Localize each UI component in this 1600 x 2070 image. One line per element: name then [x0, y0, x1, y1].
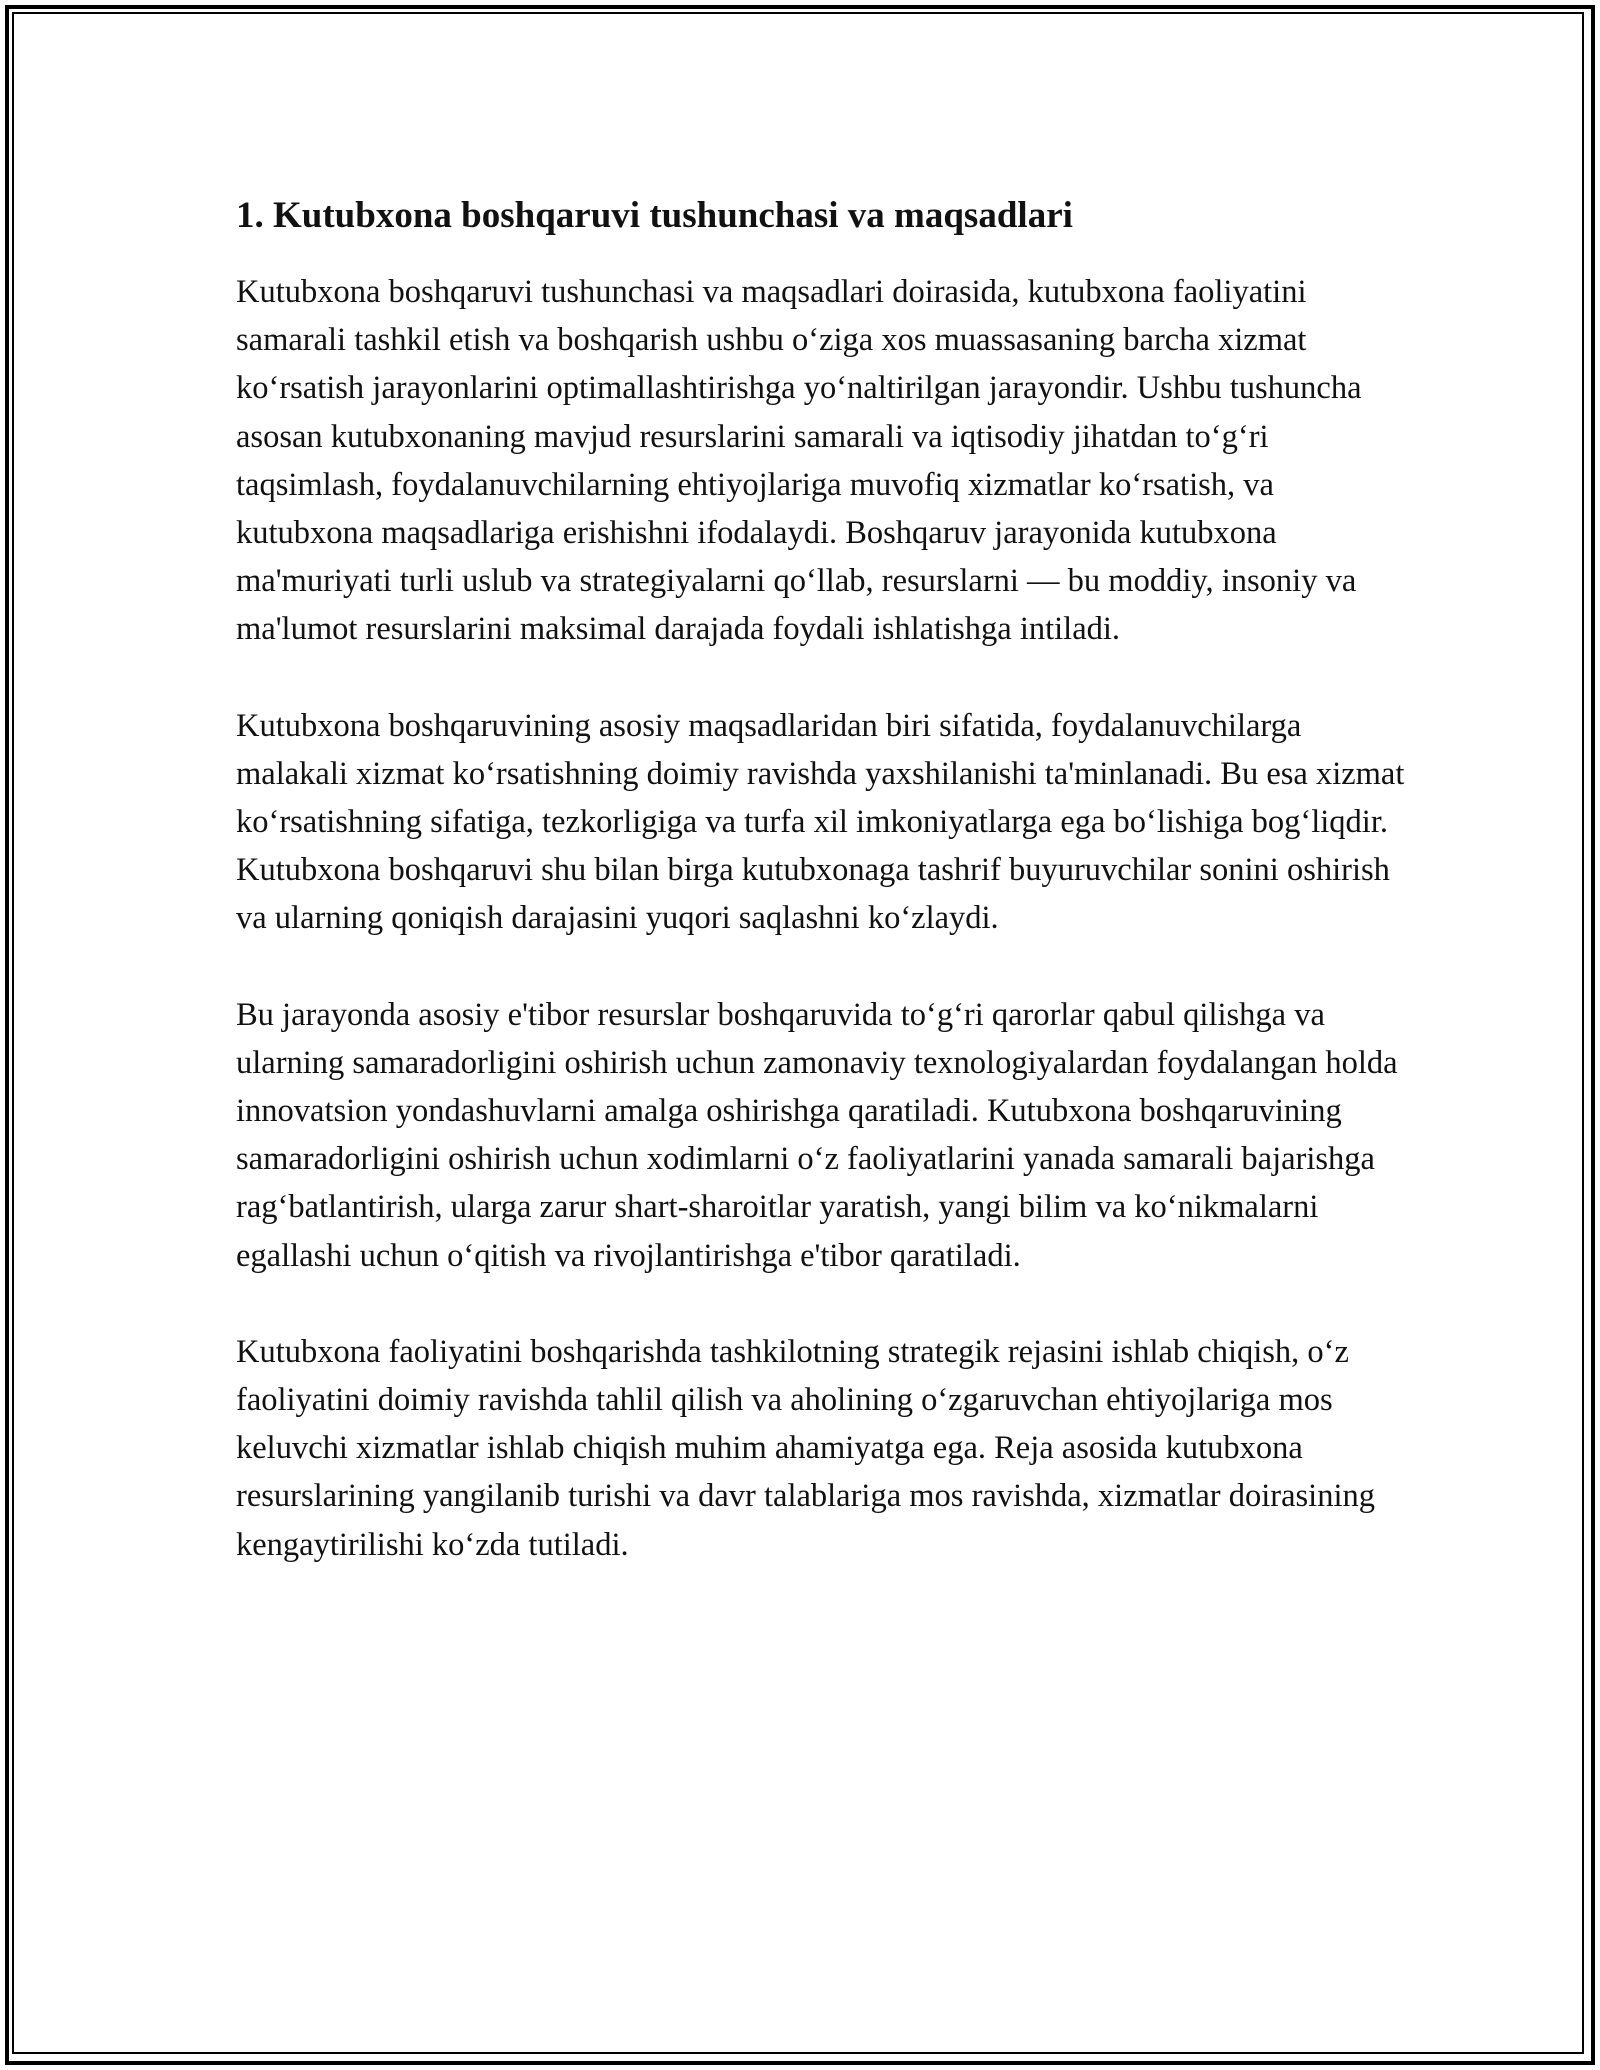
paragraph-1: Kutubxona boshqaruvi tushunchasi va maqsadlari doirasida, kutubxona faoliyatini samarali tashkil etish va boshqarish ushbu oʻziga xos muassasaning barcha xizmat koʻrsatish jarayonlarini optimallashtirishga yoʻnaltirilgan jarayondir. Ushbu tushuncha asosan kutubxonaning mavjud resurslarini samarali va iqtisodiy jihatdan toʻgʻri taqsimlash, foydalanuvchilarning ehtiyojlariga muvofiq xizmatlar koʻrsatish, va kutubxona maqsadlariga erishishni ifodalaydi. Boshqaruv jarayonida kutubxona ma'muriyati turli uslub va strategiyalarni qoʻllab, resurslarni — bu moddiy, insoniy va ma'lumot resurslarini maksimal darajada foydali ishlatishga intiladi. [236, 274, 1362, 648]
paragraph-2: Kutubxona boshqaruvining asosiy maqsadlaridan biri sifatida, foydalanuvchilarga malakali xizmat koʻrsatishning doimiy ravishda yaxshilanishi ta'minlanadi. Bu esa xizmat koʻrsatishning sifatiga, tezkorligiga va turfa xil imkoniyatlarga ega boʻlishiga bogʻliqdir. Kutubxona boshqaruvi shu bilan birga kutubxonaga tashrif buyuruvchilar sonini oshirish va ularning qoniqish darajasini yuqori saqlashni koʻzlaydi. [236, 707, 1405, 937]
paragraph-3: Bu jarayonda asosiy e'tibor resurslar boshqaruvida toʻgʻri qarorlar qabul qilishga va ularning samaradorligini oshirish uchun zamonaviy texnologiyalardan foydalangan holda innovatsion yondashuvlarni amalga oshirishga qaratiladi. Kutubxona boshqaruvining samaradorligini oshirish uchun xodimlarni oʻz faoliyatlarini yanada samarali bajarishga ragʻbatlantirish, ularga zarur shart-sharoitlar yaratish, yangi bilim va koʻnikmalarni egallashi uchun oʻqitish va rivojlantirishga e'tibor qaratiladi. [236, 996, 1398, 1274]
paragraph-4: Kutubxona faoliyatini boshqarishda tashkilotning strategik rejasini ishlab chiqish, oʻz faoliyatini doimiy ravishda tahlil qilish va aholining oʻzgaruvchan ehtiyojlariga mos keluvchi xizmatlar ishlab chiqish muhim ahamiyatga ega. Reja asosida kutubxona resurslarining yangilanib turishi va davr talablariga mos ravishda, xizmatlar doirasining kengaytirilishi koʻzda tutiladi. [236, 1333, 1375, 1563]
section-heading: 1. Kutubxona boshqaruvi tushunchasi va maqsadlari [236, 195, 1073, 236]
document-body [236, 184, 1406, 1617]
